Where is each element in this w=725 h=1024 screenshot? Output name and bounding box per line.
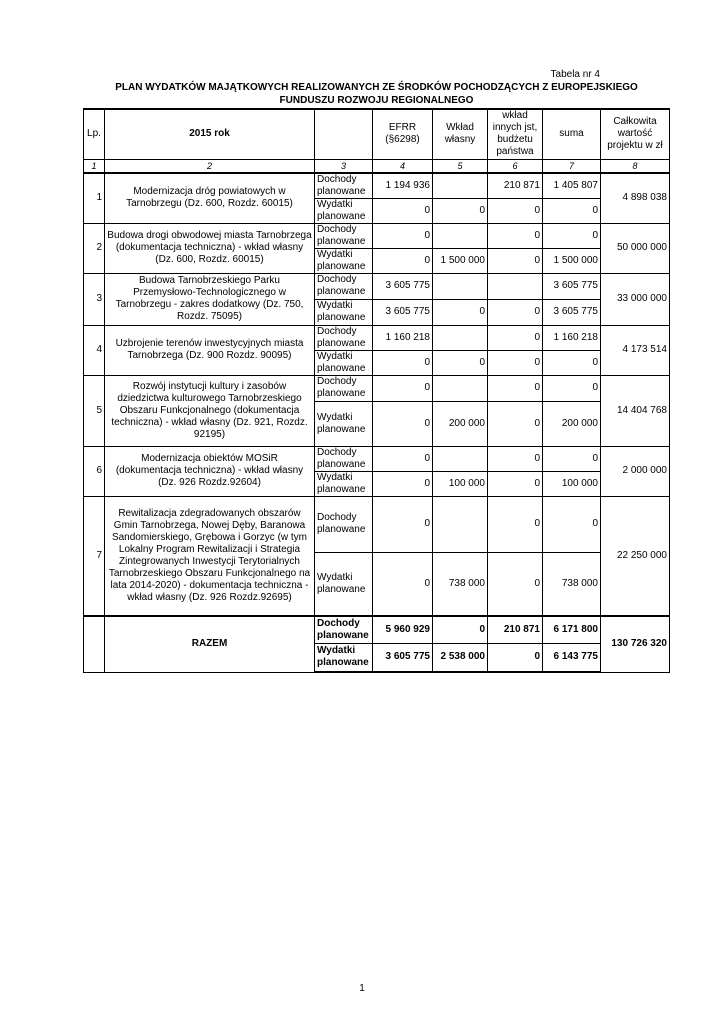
row-name: Uzbrojenie terenów inwestycyjnych miasta Tarnobrzega (Dz. 900 Rozdz. 90095) (105, 325, 315, 375)
razem-wydatki-wlasny: 2 538 000 (433, 643, 488, 672)
dochody-wlasny (433, 223, 488, 248)
dochody-wlasny (433, 375, 488, 401)
table-row (84, 173, 670, 199)
wydatki-innych: 0 (488, 552, 543, 616)
wydatki-innych: 0 (488, 350, 543, 375)
row-name: Rewitalizacja zdegradowanych obszarów Gmin Tarnobrzega, Nowej Dęby, Baranowa Sandomierskiego, Grębowa i Gorzyc (w tym Lokalny Program Rewitalizacji i Strategia Zintegrowanych Inwestycji Terytorialnych Tarnobrzeskiego Obszaru Funkcjonalnego na lata 2014-2020) - dokumentacja techniczna - wkład własny (Dz. 926 Rozdz.92695) (105, 496, 315, 616)
dochody-efrr: 0 (373, 375, 433, 401)
wydatki-wlasny: 200 000 (433, 401, 488, 446)
dochody-innych: 0 (488, 325, 543, 350)
dochody-efrr: 3 605 775 (373, 273, 433, 299)
wydatki-efrr: 0 (373, 552, 433, 616)
wydatki-suma: 0 (543, 198, 601, 223)
wydatki-innych: 0 (488, 401, 543, 446)
row-name: Modernizacja dróg powiatowych w Tarnobrzegu (Dz. 600, Rozdz. 60015) (105, 173, 315, 224)
row-total: 33 000 000 (601, 273, 670, 325)
dochody-wlasny (433, 173, 488, 199)
header-suma: suma (543, 109, 601, 159)
row-lp: 5 (84, 375, 105, 446)
header-lp: Lp. (84, 109, 105, 159)
dochody-innych (488, 273, 543, 299)
table-row (84, 223, 670, 248)
row-total: 4 173 514 (601, 325, 670, 375)
wydatki-efrr: 0 (373, 471, 433, 496)
title-line-1: PLAN WYDATKÓW MAJĄTKOWYCH REALIZOWANYCH ZE ŚRODKÓW POCHODZĄCYCH Z EUROPEJSKIEGO (115, 82, 638, 93)
page-number: 1 (359, 983, 365, 994)
row-total: 50 000 000 (601, 223, 670, 273)
dochody-efrr: 1 160 218 (373, 325, 433, 350)
razem-dochody-label: Dochody planowane (315, 616, 373, 643)
razem-dochody-suma: 6 171 800 (543, 616, 601, 643)
dochody-suma: 3 605 775 (543, 273, 601, 299)
wydatki-suma: 738 000 (543, 552, 601, 616)
razem-wydatki-innych: 0 (488, 643, 543, 672)
wydatki-efrr: 3 605 775 (373, 299, 433, 325)
dochody-label: Dochody planowane (315, 496, 373, 552)
dochody-suma: 0 (543, 375, 601, 401)
wydatki-label: Wydatki planowane (315, 471, 373, 496)
table-row (84, 446, 670, 471)
col-number: 1 (84, 159, 105, 173)
col-number: 2 (105, 159, 315, 173)
razem-wydatki-efrr: 3 605 775 (373, 643, 433, 672)
header-efrr: EFRR (§6298) (373, 109, 433, 159)
wydatki-label: Wydatki planowane (315, 552, 373, 616)
dochody-suma: 0 (543, 223, 601, 248)
dochody-efrr: 0 (373, 446, 433, 471)
row-lp: 1 (84, 173, 105, 224)
col-number: 3 (315, 159, 373, 173)
wydatki-suma: 3 605 775 (543, 299, 601, 325)
col-number: 4 (373, 159, 433, 173)
dochody-suma: 1 405 807 (543, 173, 601, 199)
wydatki-label: Wydatki planowane (315, 401, 373, 446)
header-year: 2015 rok (105, 109, 315, 159)
dochody-label: Dochody planowane (315, 173, 373, 199)
wydatki-suma: 0 (543, 350, 601, 375)
wydatki-efrr: 0 (373, 248, 433, 273)
dochody-wlasny (433, 446, 488, 471)
header-wklad-innych: wkład innych jst, budżetu państwa (488, 109, 543, 159)
wydatki-suma: 100 000 (543, 471, 601, 496)
col-number: 7 (543, 159, 601, 173)
wydatki-label: Wydatki planowane (315, 350, 373, 375)
dochody-wlasny (433, 273, 488, 299)
dochody-innych: 0 (488, 446, 543, 471)
razem-dochody-efrr: 5 960 929 (373, 616, 433, 643)
row-lp: 4 (84, 325, 105, 375)
dochody-innych: 0 (488, 375, 543, 401)
razem-lp (84, 616, 105, 672)
wydatki-wlasny: 1 500 000 (433, 248, 488, 273)
razem-total: 130 726 320 (601, 616, 670, 672)
table-row (84, 375, 670, 401)
wydatki-wlasny: 0 (433, 299, 488, 325)
expenditure-table (83, 108, 670, 673)
dochody-efrr: 0 (373, 496, 433, 552)
row-name: Modernizacja obiektów MOSiR (dokumentacja techniczna) - wkład własny (Dz. 926 Rozdz.92604) (105, 446, 315, 496)
wydatki-wlasny: 100 000 (433, 471, 488, 496)
wydatki-efrr: 0 (373, 198, 433, 223)
wydatki-innych: 0 (488, 299, 543, 325)
wydatki-efrr: 0 (373, 401, 433, 446)
dochody-efrr: 1 194 936 (373, 173, 433, 199)
table-row (84, 496, 670, 552)
dochody-innych: 0 (488, 496, 543, 552)
wydatki-label: Wydatki planowane (315, 299, 373, 325)
wydatki-innych: 0 (488, 248, 543, 273)
row-lp: 6 (84, 446, 105, 496)
row-lp: 2 (84, 223, 105, 273)
razem-dochody-wlasny: 0 (433, 616, 488, 643)
table-row (84, 325, 670, 350)
row-name: Rozwój instytucji kultury i zasobów dziedzictwa kulturowego Tarnobrzeskiego Obszaru Funkcjonalnego (dokumentacja techniczna) - wkład własny (Dz. 921, Rozdz. 92195) (105, 375, 315, 446)
header-type (315, 109, 373, 159)
dochody-innych: 210 871 (488, 173, 543, 199)
row-total: 2 000 000 (601, 446, 670, 496)
column-number-row (84, 159, 670, 173)
wydatki-wlasny: 738 000 (433, 552, 488, 616)
razem-dochody-innych: 210 871 (488, 616, 543, 643)
wydatki-suma: 200 000 (543, 401, 601, 446)
wydatki-wlasny: 0 (433, 198, 488, 223)
dochody-suma: 1 160 218 (543, 325, 601, 350)
dochody-label: Dochody planowane (315, 273, 373, 299)
table-number-label: Tabela nr 4 (550, 69, 600, 80)
dochody-innych: 0 (488, 223, 543, 248)
razem-label: RAZEM (105, 616, 315, 672)
wydatki-innych: 0 (488, 198, 543, 223)
wydatki-innych: 0 (488, 471, 543, 496)
row-total: 22 250 000 (601, 496, 670, 616)
dochody-label: Dochody planowane (315, 446, 373, 471)
dochody-label: Dochody planowane (315, 223, 373, 248)
title-line-2: FUNDUSZU ROZWOJU REGIONALNEGO (279, 95, 474, 106)
dochody-wlasny (433, 325, 488, 350)
dochody-efrr: 0 (373, 223, 433, 248)
row-name: Budowa Tarnobrzeskiego Parku Przemysłowo-Technologicznego w Tarnobrzegu - zakres dodatkowy (Dz. 750, Rozdz. 75095) (105, 273, 315, 325)
dochody-suma: 0 (543, 446, 601, 471)
dochody-suma: 0 (543, 496, 601, 552)
dochody-label: Dochody planowane (315, 325, 373, 350)
wydatki-wlasny: 0 (433, 350, 488, 375)
dochody-wlasny (433, 496, 488, 552)
row-lp: 7 (84, 496, 105, 616)
col-number: 8 (601, 159, 670, 173)
col-number: 5 (433, 159, 488, 173)
header-calkowita: Całkowita wartość projektu w zł (601, 109, 670, 159)
page-title (84, 81, 669, 107)
wydatki-label: Wydatki planowane (315, 198, 373, 223)
header-wklad-wlasny: Wkład własny (433, 109, 488, 159)
razem-wydatki-label: Wydatki planowane (315, 643, 373, 672)
row-name: Budowa drogi obwodowej miasta Tarnobrzega (dokumentacja techniczna) - wkład własny (Dz. 600, Rozdz. 60015) (105, 223, 315, 273)
wydatki-suma: 1 500 000 (543, 248, 601, 273)
col-number: 6 (488, 159, 543, 173)
row-lp: 3 (84, 273, 105, 325)
razem-wydatki-suma: 6 143 775 (543, 643, 601, 672)
wydatki-efrr: 0 (373, 350, 433, 375)
wydatki-label: Wydatki planowane (315, 248, 373, 273)
row-total: 4 898 038 (601, 173, 670, 224)
table-row (84, 273, 670, 299)
dochody-label: Dochody planowane (315, 375, 373, 401)
row-total: 14 404 768 (601, 375, 670, 446)
